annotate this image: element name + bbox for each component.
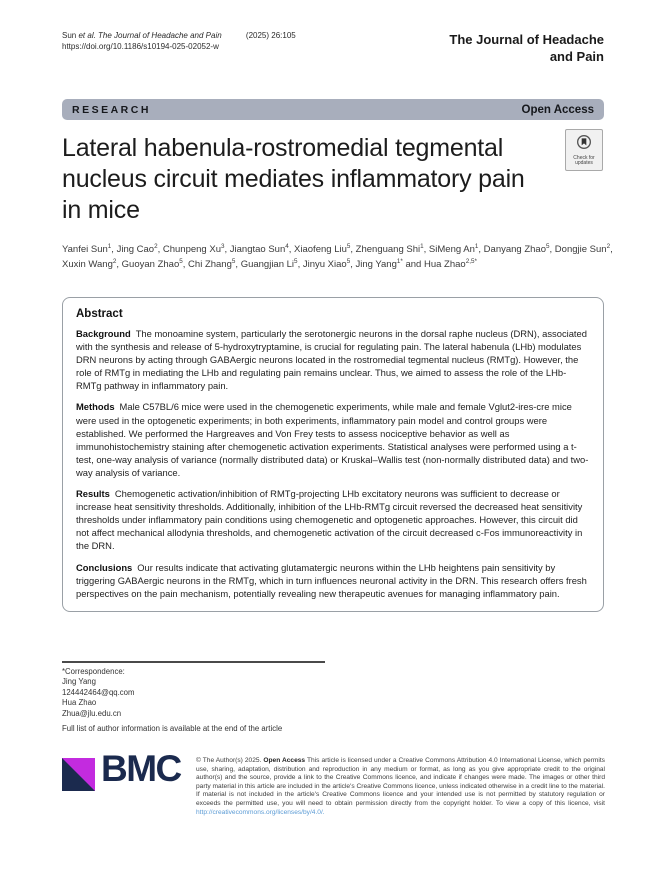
abstract-conclusions [76, 561, 590, 600]
bmc-logo-icon [62, 758, 95, 791]
abstract-conclusions-label: Conclusions [76, 561, 133, 573]
abstract-methods-label: Methods [76, 401, 115, 413]
author: Jing Cao$^2$ [116, 242, 158, 255]
citation-etal: et al. [78, 31, 96, 40]
author: Jing Yang$^{1*}$ [355, 257, 403, 270]
bmc-logo-triangle [62, 758, 95, 791]
correspondence-label: *Correspondence: [62, 667, 125, 676]
author-list: Yanfei Sun$^1$, Jing Cao$^2$, Chunpeng Xu$^3$, Jiangtao Sun$^4$, Xiaofeng Liu$^5$, Zhenguang Shi$^1$, SiMeng An$^1$, Danyang Zhao$^5$, Dongjie Sun$^2$, Xuxin Wang$^2$, Guoyan Zhao$^5$, Chi Zhang$^5$, Guangjian Li$^5$, Jinyu Xiao$^5$, Jing Yang$^{1*}$ and Hua Zhao$^{2,5*}$ [62, 242, 613, 270]
journal-name-line2: and Pain [549, 48, 604, 64]
title-line-2: nucleus circuit mediates inflammatory pain [62, 165, 525, 193]
title-line-1: Lateral habenula-rostromedial tegmental [62, 134, 504, 162]
correspondence-name-2: Hua Zhao [62, 698, 97, 708]
author: SiMeng An$^1$ [428, 242, 479, 255]
article-title [62, 133, 562, 226]
author: Jinyu Xiao$^5$ [302, 257, 351, 270]
check-for-updates-badge[interactable] [565, 129, 603, 171]
citation-journal: The Journal of Headache and Pain [98, 31, 222, 40]
author-info-note: Full list of author information is available at the end of the article [62, 724, 283, 733]
author: Chi Zhang$^5$ [188, 257, 236, 270]
citation-volume: (2025) 26:105 [245, 31, 296, 40]
abstract-results [76, 487, 590, 552]
article-type-label: RESEARCH [72, 103, 151, 116]
title-line-3: in mice [62, 196, 140, 224]
author: Dongjie Sun$^2$ [554, 242, 611, 255]
author: Yanfei Sun$^1$ [62, 242, 112, 255]
author: Zhenguang Shi$^1$ [355, 242, 424, 255]
abstract-background-label: Background [76, 328, 131, 339]
author: Guangjian Li$^5$ [240, 257, 298, 270]
abstract-box [62, 297, 604, 612]
open-access-label: Open Access [521, 103, 594, 116]
author: Chunpeng Xu$^3$ [162, 242, 225, 255]
badge-line2: updates [575, 160, 593, 166]
author: Hua Zhao$^{2,5*}$ [423, 257, 477, 270]
copyright-text: © The Author(s) 2025. [196, 757, 264, 764]
abstract-results-label: Results [76, 488, 110, 500]
citation-header [62, 30, 296, 52]
author: Jiangtao Sun$^4$ [229, 242, 289, 255]
abstract-methods [76, 400, 590, 479]
correspondence-name-1: Jing Yang [62, 677, 96, 687]
badge-line1: Check for [573, 154, 595, 161]
creative-commons-link[interactable]: http://creativecommons.org/licenses/by/4.0/. [196, 808, 325, 816]
abstract-methods-text: Male C57BL/6 mice were used in the chemogenetic experiments, while male and female Vglut2-ires-cre mice were used in the optogenetic experiments; in both experiments, inflammatory pain model and control groups were established. We performed the Hargreaves and Von Frey tests to assess nociceptive behavior as well as immunohistochemistry staining after chemogenetic activation experiments. Statistical analyses were performed using a t-test, one-way analysis of variance (normally distributed data) or Kruskal–Wallis test (non-normally distributed data) and two-way analysis of variance. [76, 401, 589, 478]
footnote-divider [62, 661, 325, 663]
check-for-updates-label [573, 156, 594, 167]
doi-text: https://doi.org/10.1186/s10194-025-02052-w [62, 42, 219, 51]
author: Danyang Zhao$^5$ [483, 242, 550, 255]
license-text: This article is licensed under a Creative Commons Attribution 4.0 International License, which permits use, sharing, adaptation, distribution and reproduction in any medium or format, as long as you give appropriate credit to the original author(s) and the source, provide a link to the Creative Commons licence, and indicate if changes were made. The images or other third party material in this article are included in the article's Creative Commons licence, unless indicated otherwise in a credit line to the material. If material is not included in the article's Creative Commons licence and your intended use is not permitted by statutory regulation or exceeds the permitted use, you will need to obtain permission directly from the copyright holder. To view a copy of this licence, visit [196, 757, 605, 807]
journal-name [449, 32, 604, 65]
correspondence-block [62, 667, 362, 719]
abstract-background-text: The monoamine system, particularly the serotonergic neurons in the dorsal raphe nucleus (DRN), associated with the synthesis and release of 5-hydroxytryptamine, is crucial for regulating pain. The lateral habenula (LHb) modulates DRN neurons by acting through GABAergic neurons located in the rostromedial tegmental nucleus (RMTg). However, the role of RMTg in mediating the LHb and regulating pain remains unclear. Thus, we aimed to assess the role of the LHb-RMTg pathway in inflammatory pain. [76, 328, 587, 392]
author: Xiaofeng Liu$^5$ [294, 242, 351, 255]
abstract-conclusions-text: Our results indicate that activating glutamatergic neurons within the LHb heightens pain sensitivity by triggering GABAergic neurons in the RMTg, which in turn influences neuronal activity in the DRN. This research offers fresh perspectives on the pain mechanism, potentially revealing new therapeutic avenues for managing inflammatory pain. [76, 561, 587, 599]
license-paragraph [196, 757, 605, 817]
abstract-results-text: Chemogenetic activation/inhibition of RMTg-projecting LHb excitatory neurons was sufficient to decrease or increase heat sensitivity thresholds. Additionally, inhibition of the LHb-RMTg circuit reversed the decreased heat sensitivity thresholds under inflammatory pain conditions using chemogenetic and optogenetic approaches. However, this circuit did not affect mechanical allodynia thresholds, and chemogenetic activation of the circuit decreased c-Fos immunoreactivity in the DRN. [76, 488, 583, 552]
bmc-logo-text: BMC [101, 748, 181, 789]
abstract-heading: Abstract [76, 308, 123, 320]
citation-line [62, 30, 296, 41]
open-access-bold: Open Access [263, 757, 306, 764]
article-type-banner [62, 99, 604, 120]
author: Guoyan Zhao$^5$ [121, 257, 183, 270]
citation-author: Sun [62, 31, 77, 40]
journal-name-line1: The Journal of Headache [449, 32, 604, 47]
author: Xuxin Wang$^2$ [62, 257, 117, 270]
check-for-updates-icon [576, 134, 592, 155]
abstract-background [76, 327, 590, 392]
correspondence-email-1: 124442464@qq.com [62, 687, 135, 697]
correspondence-email-2: Zhua@jlu.edu.cn [62, 708, 122, 718]
